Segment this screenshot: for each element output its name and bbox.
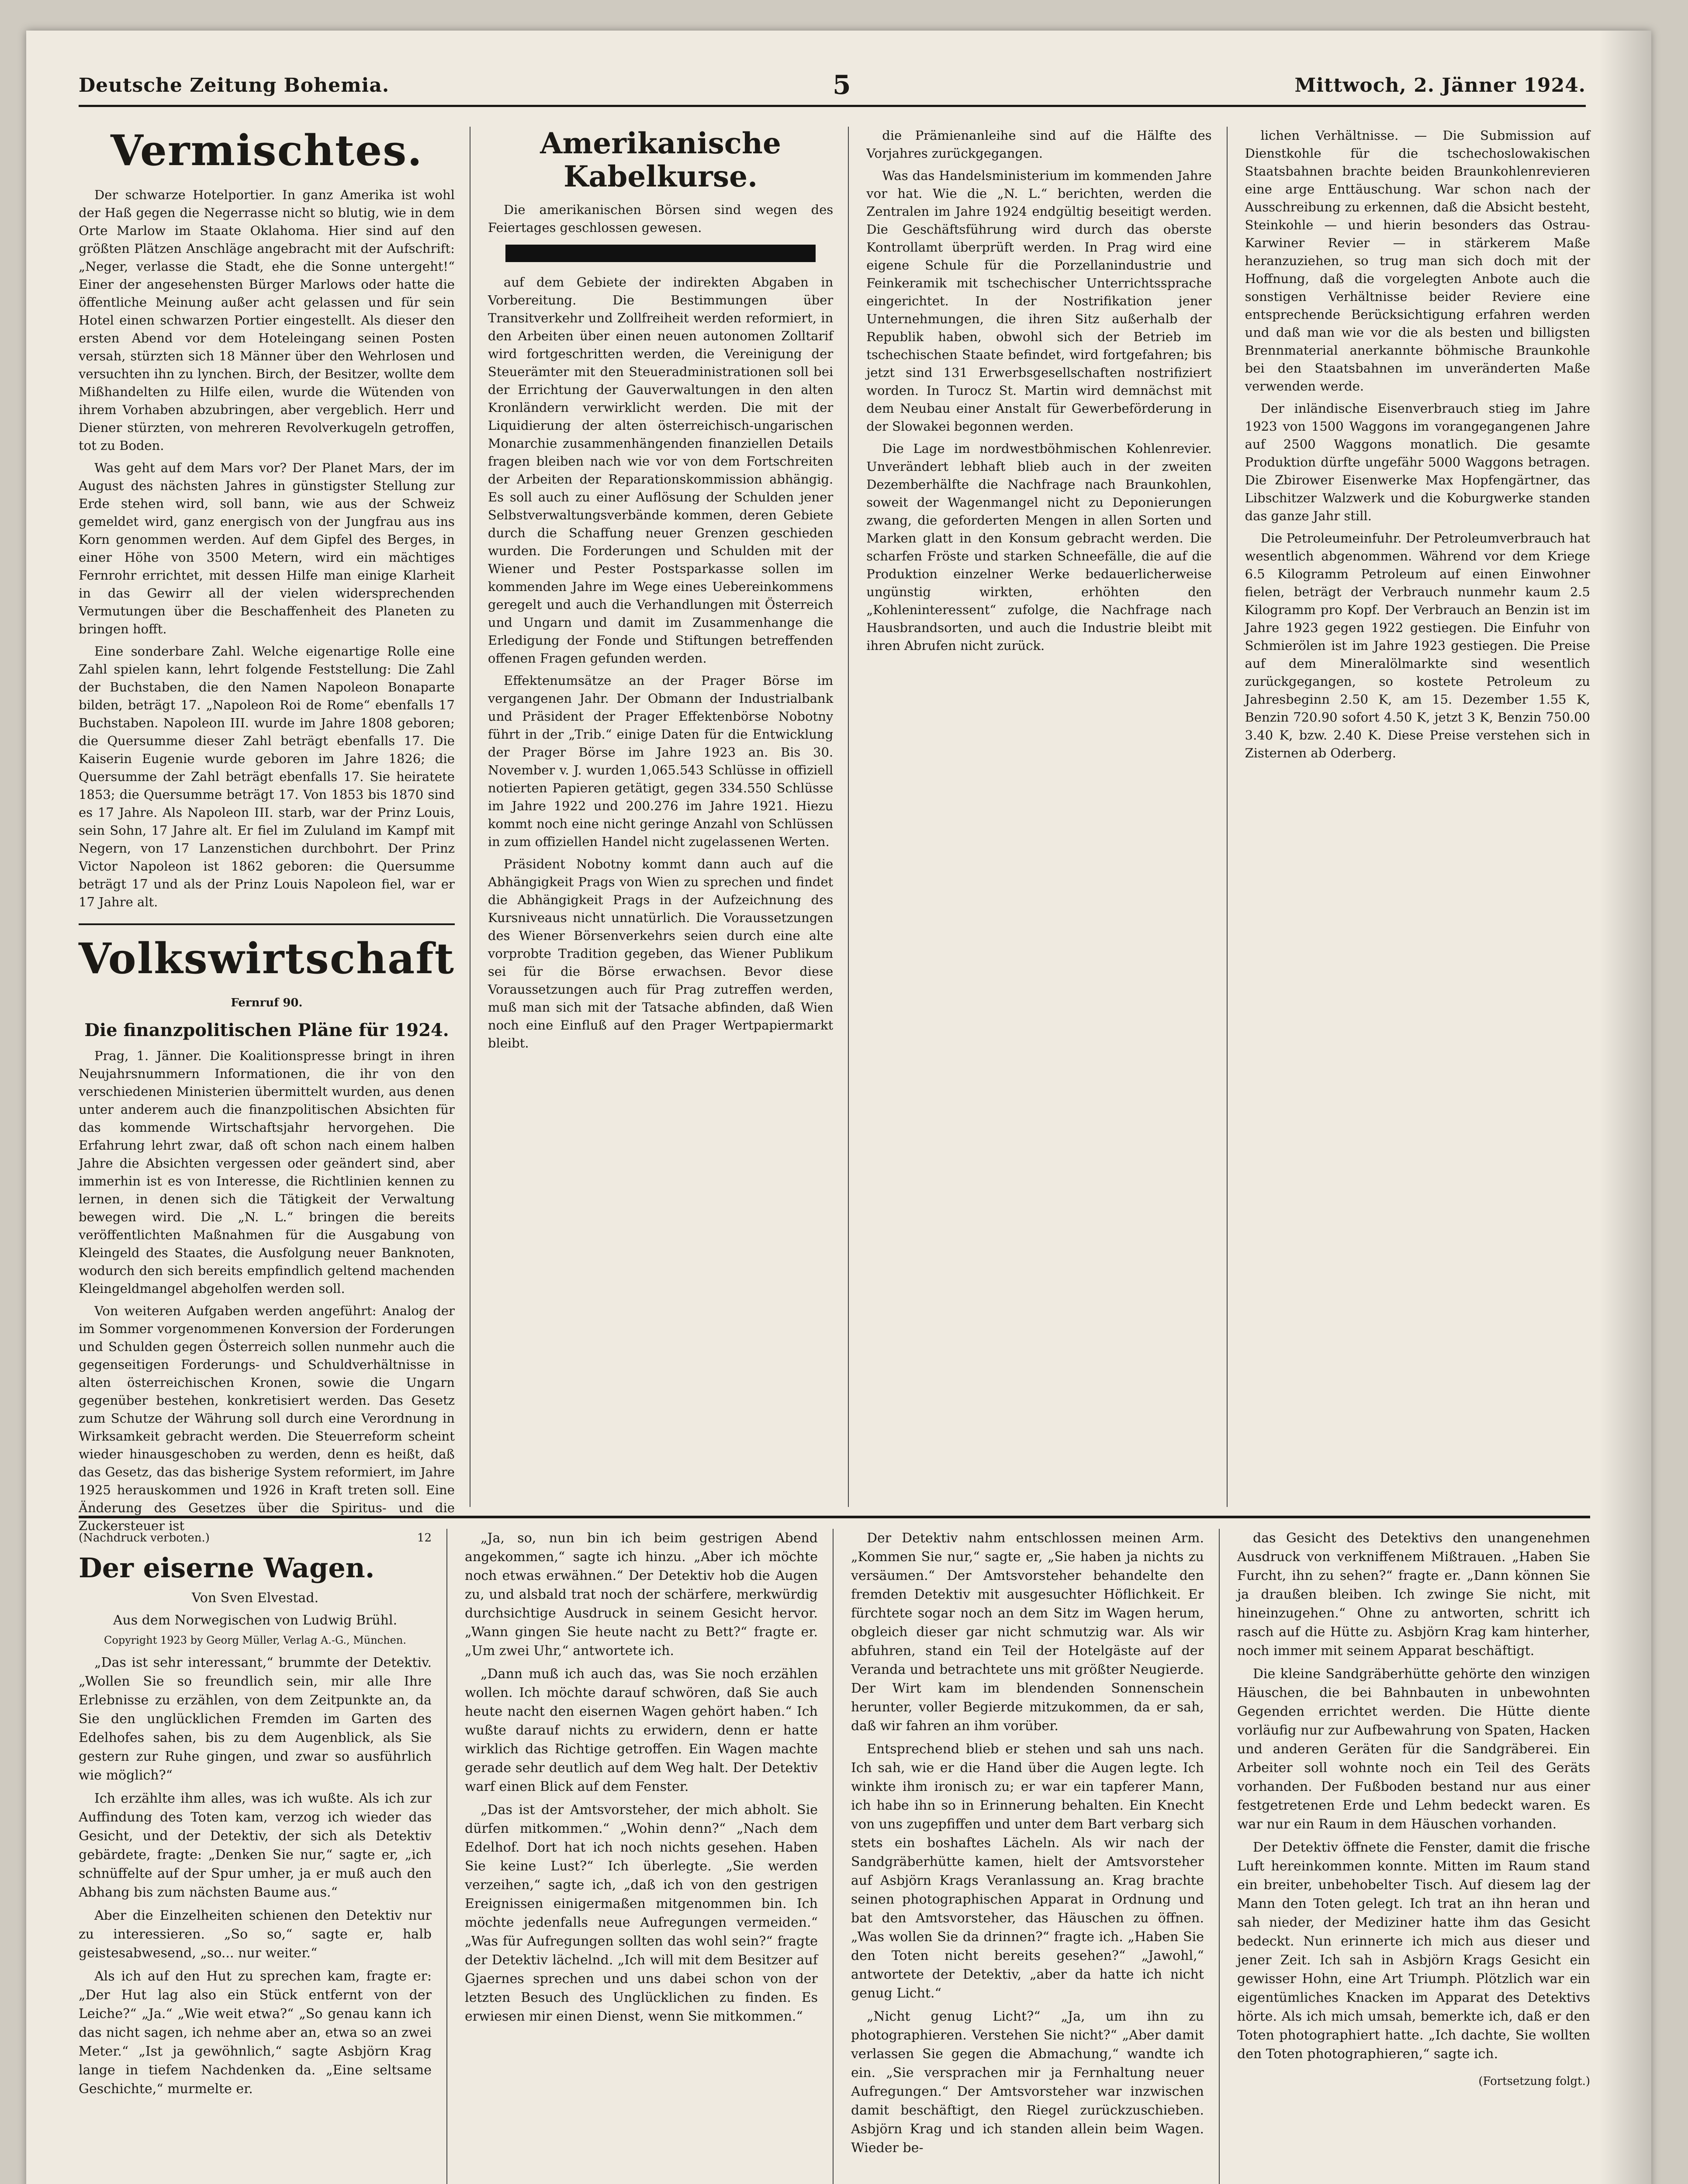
- newspaper-page: [26, 31, 1651, 2184]
- volkswirtschaft-title: Volkswirtschaft: [79, 934, 455, 983]
- novel-paragraph: Die kleine Sandgräberhütte gehörte den winzigen Häuschen, die bei Bahnbauten in unbewohnten Gegenden errichtet werden. Die Hütte diente vorläufig nur zur Aufbewahrung von Spaten, Hacken und anderen Geräten für die Sandgräberei. Ein Arbeiter soll wohnte noch ein Teil des Geräts vorhanden. Der Fußboden bestand nur aus einer festgetretenen Erde und Lehm bedeckt waren. Es war nur ein Raum in dem Häuschen vorhanden.: [1237, 1666, 1590, 1832]
- kabelkurse-title: Amerikanische Kabelkurse.: [540, 126, 781, 194]
- novel-author: Von Sven Elvestad.: [191, 1590, 319, 1606]
- novel-paragraph: Entsprechend blieb er stehen und sah uns nach. Ich sah, wie er die Hand über die Augen legte. Ich winkte ihm ironisch zu; er war ein tapferer Mann, ich habe ihn so in Erinnerung behalten. Ein Knecht von uns zugepfiffen und unter dem Bart verbarg sich stets ein boshaftes Lächeln. Als wir nach der Sandgräberhütte kamen, hielt der Amtsvorsteher auf Asbjörn Krags Veranlassung an. Krag brachte seinen photographischen Apparat in Ordnung und bat den Amtsvorsteher, das Häuschen zu öffnen. „Was wollen Sie da drinnen?“ fragte ich. „Haben Sie den Toten nicht bereits gesehen?“ „Jawohl,“ antwortete der Detektiv, „aber da hatte ich nicht genug Licht.“: [851, 1742, 1204, 2001]
- boerse-text-2: Präsident Nobotny kommt dann auch auf die Abhängigkeit Prags von Wien zu sprechen und findet die Abhängigkeit Prags in der Aufzeichnung des Kursniveaus nicht unnatürlich. Die Voraussetzungen des Wiener Börsenverkehrs seien durch eine alte vorprobte Tradition gegeben, das Wiener Publikum sei für die Börse erwachsen. Bevor diese Voraussetzungen auch für Prag zutreffen werden, muß man sich mit der Tatsache abfinden, daß Wien noch eine Einfluß auf den Prager Wertpapiermarkt bleibt.: [488, 857, 834, 1051]
- handelsministerium-text: Was das Handelsministerium im kommenden Jahre vor hat. Wie die „N. L.“ berichten, werden die Zentralen im Jahre 1924 endgültig beseitigt werden. Die Geschäftsführung wird durch das oberste Kontrollamt überprüft werden. In Prag wird eine eigene Schule für die Porzellanindustrie und Feinkeramik mit tschechischer Unterrichtssprache eingerichtet. In der Nostrifikation jener Unternehmungen, die ihren Sitz außerhalb der Republik haben, obwohl sich der Betrieb im tschechischen Staate befindet, wird fortgefahren; bis jetzt sind 131 Erwerbsgesellschaften nostrifiziert worden. In Turocz St. Martin wird demnächst mit dem Neubau einer Anstalt für Gewerbeförderung in der Slowakei begonnen werden.: [866, 168, 1212, 434]
- novel-title: Der eiserne Wagen.: [79, 1552, 375, 1584]
- novel-paragraph: „Ja, so, nun bin ich beim gestrigen Abend angekommen,“ sagte ich hinzu. „Aber ich möchte noch etwas erwähnen.“ Der Detektiv hob die Augen zu, und alsbald trat noch der schärfere, merkwürdig durchsichtige Ausdruck in seinem Gesicht hervor. „Wann gingen Sie heute nacht zu Bett?“ fragte er. „Um zwei Uhr,“ antwortete ich.: [465, 1531, 818, 1659]
- novel-paragraph: „Das ist sehr interessant,“ brummte der Detektiv. „Wollen Sie so freundlich sein, mir alle Ihre Erlebnisse zu erzählen, von dem Zeitpunkte an, da Sie den unglücklichen Fremden im Garten des Edelhofes sahen, bis zu dem Augenblick, als Sie gestern zur Ruhe gingen, und zwar so ausführlich wie möglich?“: [79, 1655, 432, 1783]
- novel-translator: Aus dem Norwegischen von Ludwig Brühl.: [113, 1613, 398, 1628]
- finanzpolitik-text-1: Prag, 1. Jänner. Die Koalitionspresse bringt in ihren Neujahrsnummern Informationen, die ihr von den verschiedenen Ministerien übermittelt wurden, aus denen unter anderem auch die finanzpolitischen Absichten für das kommende Wirtschaftsjahr hervorgehen. Die Erfahrung lehrt zwar, daß oft schon nach einem halben Jahre die Absichten vergessen oder geändert sind, aber immerhin ist es von Interesse, die Richtlinien kennen zu lernen, in denen sich die Tätigkeit der Verwaltung bewegen wird. Die „N. L.“ bringen die bereits veröffentlichten Maßnahmen für die Ausgabung von Kleingeld des Staates, die Ausfolgung neuer Banknoten, wodurch den sich bereits empfindlich geltend machenden Kleingeldmangel abgeholfen werden soll.: [79, 1048, 455, 1296]
- installment-number: 12: [417, 1531, 432, 1545]
- kabelkurse-text-1: auf dem Gebiete der indirekten Abgaben in Vorbereitung. Die Bestimmungen über Transitverkehr und Zollfreiheit werden reformiert, in den Arbeiten über einen neuen autonomen Zolltarif wird fortgeschritten werden, die Vereinigung der Steuerämter mit den Steueradministrationen soll bei der Errichtung der Gauverwaltungen in den alten Kronländern verwirklicht werden. Die mit der Liquidierung der alten österreichisch-ungarischen Monarchie zusammenhängenden finanziellen Details fragen bleiben nach wie vor von dem Fortschreiten der Arbeiten der Reparationskommission abhängig. Es soll auch zu einer Auflösung der Schulden jener Selbstverwaltungsverbände kommen, deren Gebiete durch die Schaffung neuer Grenzen geschieden wurden. Die Forderungen und Schulden mit der Wiener und Pester Postsparkasse sollen im kommenden Jahre im Wege eines Uebereinkommens geregelt und auch die Verhandlungen mit Österreich und Ungarn und damit im Zusammenhange die Erledigung der Fonde und Stiftungen betreffenden offenen Fragen gefunden werden.: [488, 275, 834, 666]
- boerse-text-1: Effektenumsätze an der Prager Börse im vergangenen Jahr. Der Obmann der Industrialbank und Präsident der Prager Effektenbörse Nobotny führt in der „Trib.“ einige Daten für die Entwicklung der Prager Börse im Jahre 1923 an. Bis 30. November v. J. wurden 1,065.543 Schlüsse in offiziell notierten Papieren getätigt, gegen 334.550 Schlüsse im Jahre 1922 und 200.276 im Jahre 1921. Hiezu kommt noch eine nicht geringe Anzahl von Schlüssen in zum offiziellen Handel nicht zugelassenen Werten.: [488, 673, 834, 849]
- novel-paragraph: „Das ist der Amtsvorsteher, der mich abholt. Sie dürfen mitkommen.“ „Wohin denn?“ „Nach dem Edelhof. Dort hat ich noch nichts gesehen. Haben Sie keine Lust?“ Ich überlegte. „Sie werden verzeihen,“ sagte ich, „daß ich von den gestrigen Ereignissen einigermaßen mitgenommen bin. Ich möchte jedenfalls neue Aufregungen vermeiden.“ „Was für Aufregungen sollten das wohl sein?“ fragte der Detektiv lächelnd. „Ich will mit dem Besitzer auf Gjaernes sprechen und uns dabei schon von der letzten Besuch des Unglücklichen zu finden. Es erwiesen mir einen Dienst, wenn Sie mitkommen.“: [465, 1802, 818, 2024]
- article-hotelportier: Der schwarze Hotelportier. In ganz Amerika ist wohl der Haß gegen die Negerrasse nicht so blutig, wie in dem Orte Marlow im Staate Oklahoma. Hier sind auf den größten Plätzen Anschläge angebracht mit der Aufschrift: „Neger, verlasse die Stadt, ehe die Sonne untergeht!“ Einer der angesehensten Bürger Marlows oder hatte die öffentliche Meinung außer acht gelassen und für sein Hotel einen schwarzen Portier eingestellt. Als dieser den ersten Abend vor dem Hoteleingang seinen Posten versah, stürzten sich 18 Männer über den Wehrlosen und versuchten ihn zu lynchen. Birch, der Besitzer, wollte dem Mißhandelten zu Hilfe eilen, wurde die Wütenden von ihrem Vorhaben abzubringen, aber vergeblich. Herr und Diener stürzten, von mehreren Revolverkugeln getroffen, tot zu Boden.: [79, 187, 455, 453]
- novel-paragraph: Aber die Einzelheiten schienen den Detektiv nur zu interessieren. „So so,“ sagte er, halb geistesabwesend, „so... nur weiter.“: [79, 1908, 432, 1961]
- feuilleton-rule: [79, 1516, 1590, 1518]
- article-zahl: Eine sonderbare Zahl. Welche eigenartige Rolle eine Zahl spielen kann, lehrt folgende Feststellung: Die Zahl der Buchstaben, die den Namen Napoleon Bonaparte bilden, beträgt 17. „Napoleon Roi de Rome“ ebenfalls 17 Buchstaben. Napoleon III. wurde im Jahre 1808 geboren; die Quersumme dieser Zahl beträgt ebenfalls 17. Die Kaiserin Eugenie wurde geboren im Jahre 1826; die Quersumme der Zahl beträgt ebenfalls 17. Sie heiratete 1853; die Quersumme beträgt 17. Von 1853 bis 1870 sind es 17 Jahre. Als Napoleon III. starb, war der Prinz Louis, sein Sohn, 17 Jahre alt. Er fiel im Zululand im Kampf mit Negern, von 17 Lanzenstichen durchbohrt. Der Prinz Victor Napoleon ist 1862 geboren: die Quersumme beträgt 17 und als der Prinz Louis Napoleon fiel, war er 17 Jahre alt.: [79, 644, 455, 909]
- header-page-number: 5: [832, 70, 851, 100]
- serial-tag: [79, 1529, 432, 1548]
- column-1: [79, 126, 470, 1533]
- kohlenrevier-text: Die Lage im nordwestböhmischen Kohlenrevier. Unverändert lebhaft blieb auch in der zweiten Dezemberhälfte die Nachfrage nach Braunkohlen, soweit der Wagenmangel nicht zu Deponierungen zwang, die geforderten Mengen in allen Sorten und Marken glatt in den Konsum gebracht werden. Die scharfen Fröste und starken Schneefälle, die auf die Produktion einzelner Werke bedauerlicherweise ungünstig wirkten, erhöhten den „Kohleninteressent“ zufolge, die Nachfrage nach Hausbrandsorten, und auch die Industrie bleibt mit ihren Abrufen nicht zurück.: [866, 441, 1212, 653]
- article-mars: Was geht auf dem Mars vor? Der Planet Mars, der im August des nächsten Jahres in günstigster Stellung zur Erde stehen wird, soll bann, wie aus der Schweiz gemeldet wird, ganz energisch von der Jungfrau aus ins Korn genommen werden. Auf dem Gipfel des Berges, in einer Höhe von 3500 Metern, wird ein mächtiges Fernrohr errichtet, mit dessen Hilfe man einige Klarheit in das Gewirr all der vielen widersprechenden Vermutungen über die Beschaffenheit des Planeten zu bringen hofft.: [79, 460, 455, 636]
- finanzpolitik-headline: Die finanzpolitischen Pläne für 1924.: [84, 1020, 449, 1040]
- upper-section: [79, 126, 1590, 1533]
- novel-paragraph: „Dann muß ich auch das, was Sie noch erzählen wollen. Ich möchte darauf schwören, daß Sie auch heute nacht den eisernen Wagen gehört haben.“ Ich wußte darauf nichts zu erwidern, denn er hatte wirklich das Richtige getroffen. Ein Wagen machte gerade sehr deutlich auf dem Weg halt. Der Detektiv warf einen Blick auf dem Fenster.: [465, 1666, 818, 1794]
- vermischtes-title: Vermischtes.: [111, 126, 423, 175]
- column-2: [488, 127, 849, 1507]
- kabelkurse-lead: Die amerikanischen Börsen sind wegen des Feiertages geschlossen gewesen.: [488, 202, 834, 235]
- black-rule: [505, 245, 816, 262]
- novel-column-4: [1237, 1529, 1590, 2184]
- column-divider: [79, 923, 455, 925]
- page-header: [79, 66, 1586, 107]
- finanzpolitik-text-2: Von weiteren Aufgaben werden angeführt: Analog der im Sommer vorgenommenen Konversion der Forderungen und Schulden gegen Österreich sollen nunmehr auch die gegenseitigen Forderungs- und Schuldverhältnisse in alten österreichischen Kronen, sowie die Ungarn gegenüber bestehen, konkretisiert werden. Das Gesetz zum Schutze der Währung soll durch eine Verordnung in Wirksamkeit gebracht werden. Die Steuerreform scheint wieder hinausgeschoben zu werden, denn es heißt, daß das Gesetz, das das bisherige System reformiert, im Jahre 1925 herauskommen und 1926 in Kraft treten soll. Eine Änderung des Gesetzes über die Spiritus- und die Zuckersteuer ist: [79, 1303, 455, 1533]
- eisenverbrauch-text: Der inländische Eisenverbrauch stieg im Jahre 1923 von 1500 Waggons im vorangegangenen Jahre auf 2500 Waggons monatlich. Die gesamte Produktion dürfte ungefähr 5000 Waggons betragen. Die Zbirower Eisenwerke Max Hopfengärtner, das Libschitzer Walzwerk und die Koburgwerke standen das ganze Jahr still.: [1245, 401, 1590, 523]
- novel-paragraph: Ich erzählte ihm alles, was ich wußte. Als ich zur Auffindung des Toten kam, verzog ich wieder das Gesicht, und der Detektiv, der sich als Detektiv gebärdete, fragte: „Denken Sie nur,“ sagte er, „ich schnüffelte auf der Spur umher, ja er muß auch den Abhang bis zum nächsten Baume aus.“: [79, 1791, 432, 1900]
- novel-paragraph: Der Detektiv öffnete die Fenster, damit die frische Luft hereinkommen konnte. Mitten im Raum stand ein breiter, unbehobelter Tisch. Auf diesem lag der Mann den Toten gelegt. Ich trat an ihn heran und sah nieder, der Mediziner hatte ihm das Gesicht bedeckt. Nun erinnerte ich mich aus dieser und jener Zeit. Ich sah in Asbjörn Krags Gesicht ein gewisser Hohn, eine Art Triumph. Plötzlich war ein eigentümliches Knacken im Apparat des Detektivs hörte. Als ich mich umsah, bemerkte ich, daß er den Toten photographiert hatte. „Ich dachte, Sie wollten den Toten photographieren,“ sagte ich.: [1237, 1840, 1590, 2062]
- page-edge-shadow: [1599, 31, 1651, 2184]
- submission-text: lichen Verhältnisse. — Die Submission auf Dienstkohle für die tschechoslowakischen Staatsbahnen brachte beiden Braunkohlenrevieren eine arge Enttäuschung. War schon nach der Ausschreibung zu erkennen, daß die Absicht besteht, Steinkohle — und hierin besonders das Ostrau-Karwiner Revier — in stärkerem Maße heranzuziehen, so trug man sich doch mit der Hoffnung, daß die vorgelegten Anbote auch die sonstigen Verhältnisse beider Reviere eine entsprechende Berücksichtigung erfahren werden und daß man wie vor die als besten und billigsten Brennmaterial anerkannte böhmische Braunkohle bei den Staatsbahnen im unveränderten Maße verwenden werde.: [1245, 128, 1590, 394]
- column-4: [1245, 127, 1590, 1507]
- to-be-continued: (Fortsetzung folgt.): [1478, 2075, 1590, 2088]
- novel-paragraph: Als ich auf den Hut zu sprechen kam, fragte er: „Der Hut lag also ein Stück entfernt von der Leiche?“ „Ja.“ „Wie weit etwa?“ „So genau kann ich das nicht sagen, ich nehme aber an, etwa so an zwei Meter.“ „Ist ja gewöhnlich,“ sagte Asbjörn Krag lange in tiefem Nachdenken da. „Eine seltsame Geschichte,“ murmelte er.: [79, 1969, 432, 2097]
- header-date: Mittwoch, 2. Jänner 1924.: [1294, 74, 1586, 97]
- novel-paragraph: Der Detektiv nahm entschlossen meinen Arm. „Kommen Sie nur,“ sagte er, „Sie haben ja nichts zu versäumen.“ Der Amtsvorsteher behandelte den fremden Detektiv mit ausgesuchter Höflichkeit. Er fürchtete sogar noch an dem Sitz im Wagen herum, obgleich dieser gar nicht schmutzig war. Als wir abfuhren, stand ein Teil der Hotelgäste auf der Veranda und betrachtete uns mit größter Neugierde. Der Wirt kam im blendenden Sonnenschein herunter, voller Begierde mitzukommen, da er sah, daß wir fahren an ihm vorüber.: [851, 1531, 1204, 1734]
- praemien-text: die Prämienanleihe sind auf die Hälfte des Vorjahres zurückgegangen.: [866, 128, 1212, 161]
- volkswirtschaft-phone: Fernruf 90.: [231, 996, 303, 1009]
- reprint-notice: (Nachdruck verboten.): [79, 1531, 210, 1545]
- novel-column-3: [851, 1529, 1220, 2184]
- novel-paragraph: „Nicht genug Licht?“ „Ja, um ihn zu photographieren. Verstehen Sie nicht?“ „Aber damit verlassen Sie gegen die Abmachung,“ wandte ich ein. „Sie versprachen mir ja Fernhaltung neuer Aufregungen.“ Der Amtsvorsteher war inzwischen damit beschäftigt, den Riegel zurückzuschieben. Asbjörn Krag und ich standen allein beim Wagen. Wieder be-: [851, 2009, 1204, 2156]
- column-3: [866, 127, 1227, 1507]
- petroleum-text: Die Petroleumeinfuhr. Der Petroleumverbrauch hat wesentlich abgenommen. Während vor dem Kriege 6.5 Kilogramm Petroleum auf einen Einwohner fielen, beträgt der Verbrauch nunmehr kaum 2.5 Kilogramm pro Kopf. Der Verbrauch an Benzin ist im Jahre 1923 gegen 1922 gestiegen. Die Einfuhr von Schmierölen ist im Jahre 1923 gestiegen. Die Preise auf dem Mineralölmarkte sind wesentlich zurückgegangen, so kostete Petroleum zu Jahresbeginn 2.50 K, am 15. Dezember 1.55 K, Benzin 720.90 sofort 4.50 K, jetzt 3 K, Benzin 750.00 3.40 K, bzw. 2.40 K. Diese Preise verstehen sich in Zisternen ab Oderberg.: [1245, 531, 1590, 760]
- novel-column-1: [79, 1529, 447, 2184]
- header-paper-name: Deutsche Zeitung Bohemia.: [79, 74, 390, 97]
- novel-paragraph: das Gesicht des Detektivs den unangenehmen Ausdruck von verkniffenem Mißtrauen. „Haben Sie Furcht, ihn zu sehen?“ fragte er. „Dann können Sie ja draußen bleiben. Ich zwinge Sie nicht, mit hineinzugehen.“ Ohne zu antworten, schritt ich rasch auf die Hütte zu. Asbjörn Krag kam hinterher, noch immer mit seinem Apparat beschäftigt.: [1237, 1531, 1590, 1659]
- feuilleton-section: [79, 1529, 1590, 2184]
- novel-column-2: [465, 1529, 834, 2184]
- novel-copyright: Copyright 1923 by Georg Müller, Verlag A.-G., München.: [104, 1634, 406, 1646]
